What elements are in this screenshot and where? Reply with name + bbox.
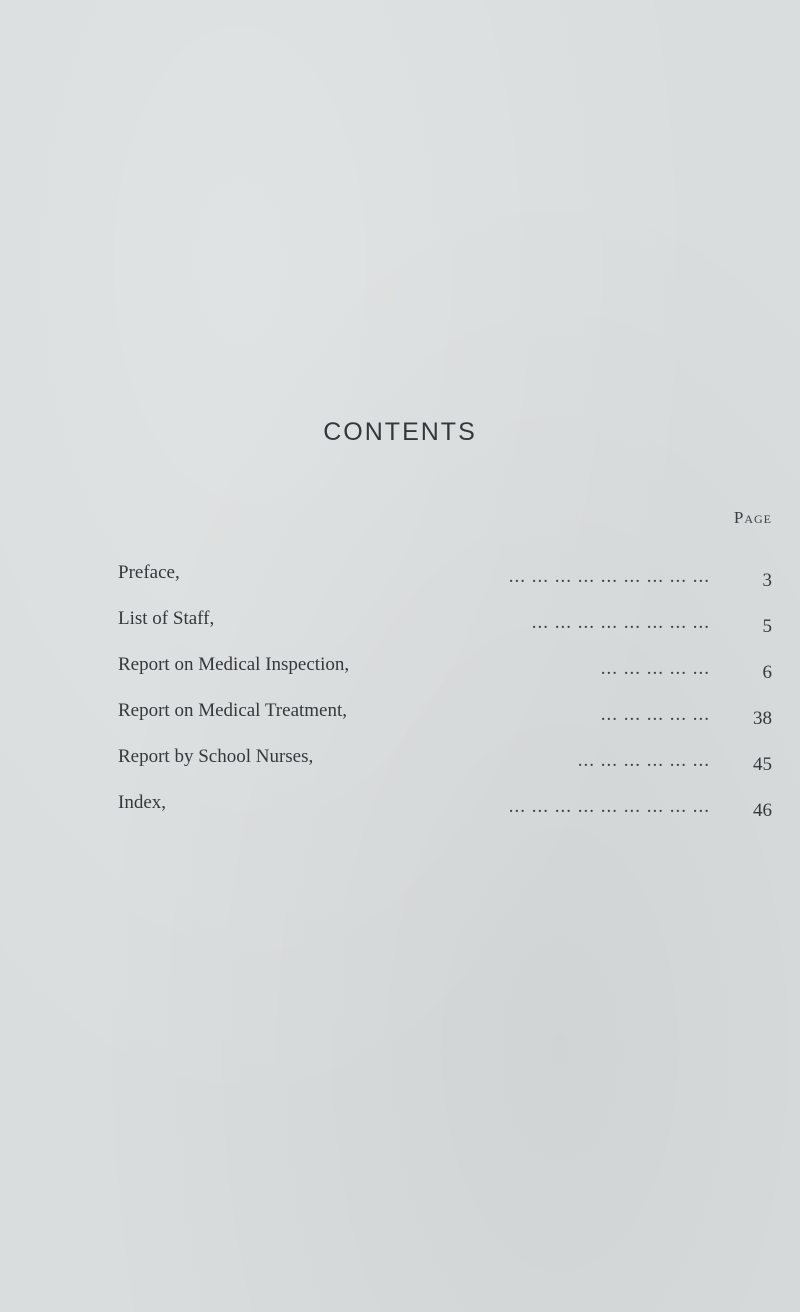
toc-entry-medical-inspection	[118, 652, 772, 698]
toc-page-number: 46	[753, 800, 772, 821]
toc-dot-leader: ... ... ... ... ...	[600, 704, 710, 725]
toc-entry-label: Report on Medical Treatment,	[118, 700, 348, 721]
toc-entry-preface	[118, 560, 772, 606]
contents-title: CONTENTS	[323, 418, 477, 446]
toc-entry-label: Index,	[118, 792, 167, 813]
toc-entry-medical-treatment	[118, 698, 772, 744]
toc-entry-list-of-staff	[118, 606, 772, 652]
toc-dot-leader: ... ... ... ... ... ...	[577, 750, 710, 771]
toc-entry-label: Report on Medical Inspection,	[118, 654, 350, 675]
toc-page-number: 45	[753, 754, 772, 775]
toc-dot-leader: ... ... ... ... ...	[600, 658, 710, 679]
toc-entry-label: Report by School Nurses,	[118, 746, 314, 767]
toc-dot-leader: ... ... ... ... ... ... ... ...	[531, 612, 710, 633]
toc-dot-leader: ... ... ... ... ... ... ... ... ...	[508, 566, 710, 587]
toc-entry-label: Preface,	[118, 562, 180, 583]
toc-dot-leader: ... ... ... ... ... ... ... ... ...	[508, 796, 710, 817]
toc-entry-label: List of Staff,	[118, 608, 215, 629]
toc-page-number: 3	[762, 570, 772, 591]
toc-page-number: 5	[762, 616, 772, 637]
page-column-heading: Page	[733, 508, 772, 527]
toc-page-number: 6	[762, 662, 772, 683]
toc-entry-school-nurses	[118, 744, 772, 790]
table-of-contents	[118, 560, 772, 836]
toc-page-number: 38	[753, 708, 772, 729]
toc-entry-index	[118, 790, 772, 836]
